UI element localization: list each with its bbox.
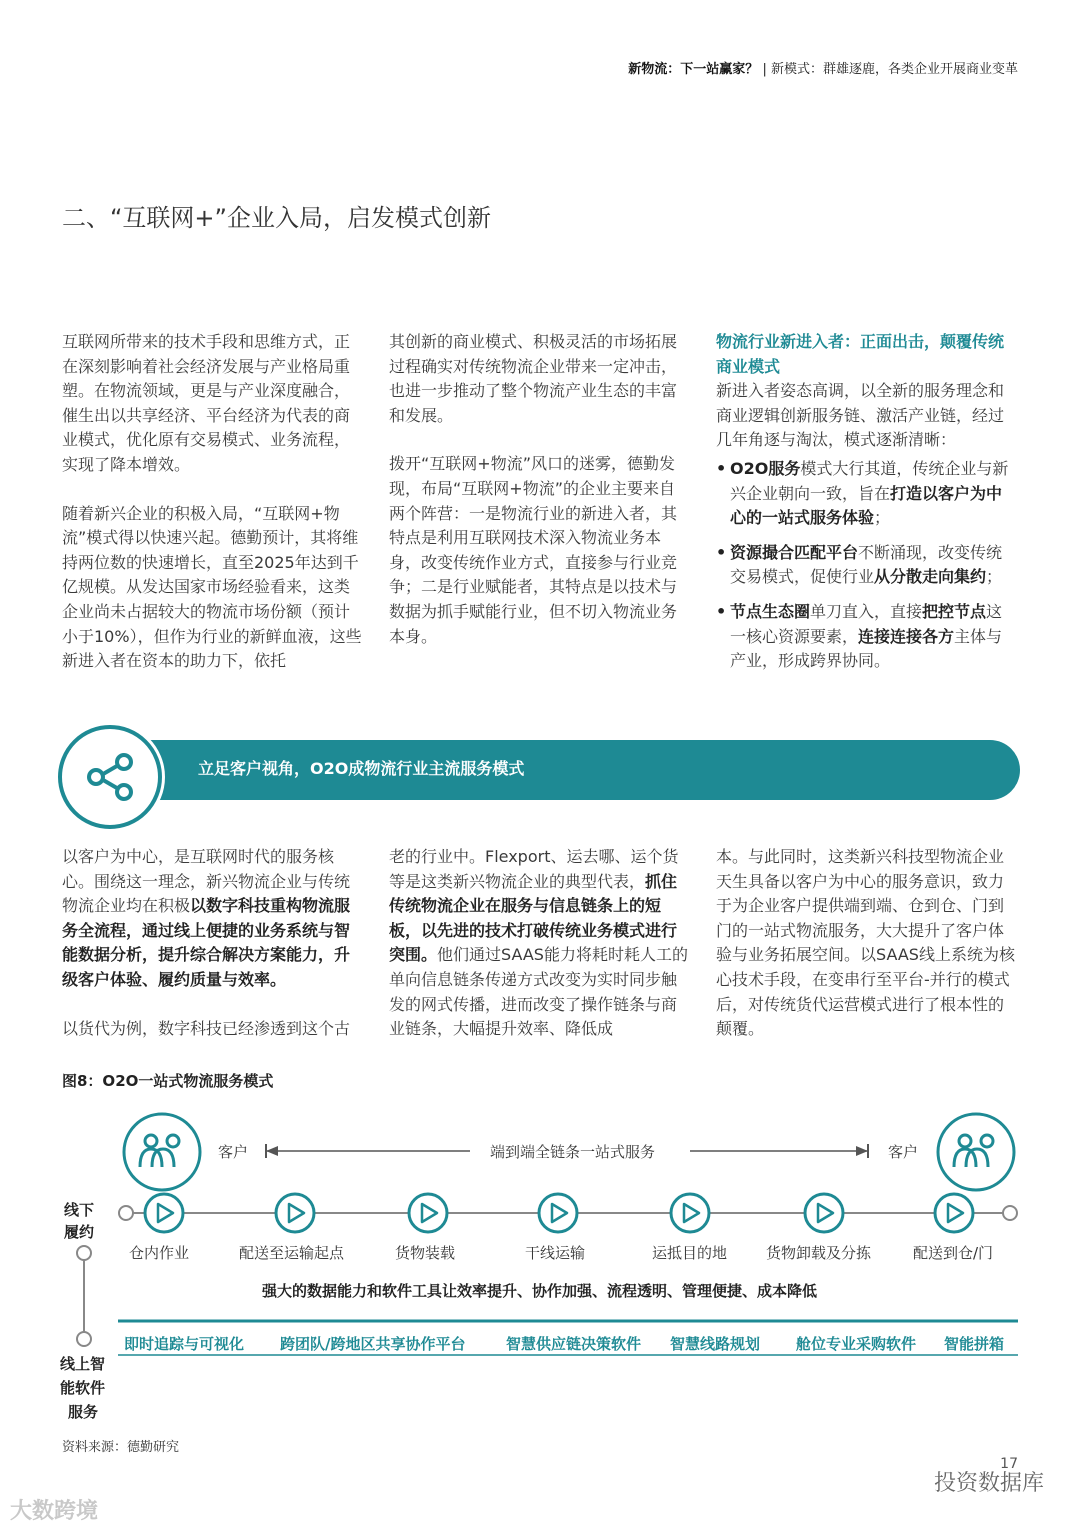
section-title: 二、“互联网+”企业入局，启发模式创新 xyxy=(62,204,491,232)
software-item: 智慧供应链决策软件 xyxy=(506,1335,642,1353)
running-header xyxy=(628,58,1018,77)
watermark-right: 投资数据库 xyxy=(933,1471,1044,1496)
header-title: 新物流：下一站赢家？ xyxy=(628,62,759,77)
text-run: 他们通过SAAS能力将耗时耗人工的单向信息链条传递方式改变为实时同步触发的网式传播，进而改变了操作链条与商业链条，大幅提升效率、降低成 xyxy=(389,945,688,1039)
watermark-left: 大数跨境 xyxy=(10,1499,99,1524)
connector-dot-bottom xyxy=(77,1332,91,1346)
bullet-bold: 打造以客户为中心的一站式服务体验 xyxy=(730,483,1003,528)
play-icon xyxy=(409,1194,447,1232)
online-label-3: 服务 xyxy=(68,1403,99,1421)
play-icon xyxy=(276,1194,314,1232)
bullet-bold: 资源撮合匹配平台 xyxy=(730,542,859,562)
step-label: 配送至运输起点 xyxy=(239,1244,345,1262)
source-note: 资料来源：德勤研究 xyxy=(62,1440,180,1455)
bullet-text: 主体与产业，形成跨界协同。 xyxy=(730,626,1003,671)
span-label: 端到端全链条一站式服务 xyxy=(490,1143,656,1161)
bullet-text: 模式大行其道，传统企业与新兴企业朝向一致，旨在 xyxy=(730,458,1009,503)
paragraph: 其创新的商业模式、积极灵活的市场拓展过程确实对传统物流企业带来一定冲击，也进一步推动了整个物流产业生态的丰富和发展。 xyxy=(389,332,678,425)
capability-statement: 强大的数据能力和软件工具让效率提升、协作加强、流程透明、管理便捷、成本降低 xyxy=(262,1282,818,1300)
customer-icon-left xyxy=(124,1114,200,1190)
text-run: 老的行业中。Flexport、运去哪、运个货等是这类新兴物流企业的典型代表， xyxy=(389,847,679,891)
header-separator: | xyxy=(762,62,767,77)
paragraph: 本。与此同时，这类新兴科技型物流企业天生具备以客户为中心的服务意识，致力于为企业客户提供端到端、仓到仓、门到门的一站式物流服务，大大提升了客户体验与业务拓展空间。以SAAS线上系统为核心技术手段，在变串行至平台-并行的模式后，对传统货代运营模式进行了根本性的颠覆。 xyxy=(716,847,1015,1039)
mid-column-2 xyxy=(389,845,689,1066)
step-label: 货物装载 xyxy=(395,1244,456,1262)
paragraph: 互联网所带来的技术手段和思维方式，正在深刻影响着社会经济发展与产业格局重塑。在物流领域，更是与产业深度融合，催生出以共享经济、平台经济为代表的商业模式，优化原有交易模式、业务流程，实现了降本增效。 xyxy=(62,332,351,474)
bullet-bold: 节点生态圈 xyxy=(730,601,811,621)
play-icon xyxy=(671,1194,709,1232)
customer-label-right: 客户 xyxy=(888,1143,919,1161)
online-label-1: 线上智 xyxy=(60,1355,106,1373)
o2o-diagram xyxy=(0,1095,1080,1435)
sidebar-heading: 物流行业新进入者：正面出击，颠覆传统商业模式 xyxy=(716,332,1005,376)
software-item: 舱位专业采购软件 xyxy=(796,1335,917,1353)
play-icon xyxy=(805,1194,843,1232)
bullet-item xyxy=(716,600,1016,674)
play-icon xyxy=(539,1194,577,1232)
software-item: 跨团队/跨地区共享协作平台 xyxy=(280,1335,466,1353)
bold-run: 抓住传统物流企业在服务与信息链条上的短板，以先进的技术打破传统业务模式进行突围。 xyxy=(389,871,678,965)
bold-run: 以数字科技重构物流服务全流程，通过线上便捷的业务系统与智能数据分析，提升综合解决方案能力，升级客户体验、履约质量与效率。 xyxy=(62,896,351,989)
play-icon xyxy=(935,1194,973,1232)
bullet-list xyxy=(716,457,1016,674)
bullet-text: ； xyxy=(874,508,891,528)
software-item: 智能拼箱 xyxy=(944,1335,1005,1353)
software-item: 智慧线路规划 xyxy=(670,1335,761,1353)
top-column-1 xyxy=(62,330,362,698)
step-label: 配送到仓/门 xyxy=(913,1244,994,1262)
step-label: 货物卸载及分拣 xyxy=(766,1244,872,1262)
step-label: 干线运输 xyxy=(525,1244,586,1262)
play-icon xyxy=(145,1194,183,1232)
connector-dot-top xyxy=(77,1246,91,1260)
process-end-dot xyxy=(1003,1206,1017,1220)
section-banner xyxy=(58,725,1020,821)
bullet-text: ； xyxy=(986,567,1003,587)
bullet-text: 不断涌现，改变传统交易模式，促使行业 xyxy=(730,542,1003,587)
process-start-dot xyxy=(119,1206,133,1220)
bullet-bold: O2O服务 xyxy=(730,458,801,478)
header-subtitle: 新模式：群雄逐鹿，各类企业开展商业变革 xyxy=(770,62,1018,77)
bullet-text: 单刀直入，直接 xyxy=(810,601,923,621)
step-label: 仓内作业 xyxy=(129,1244,190,1262)
paragraph xyxy=(389,845,689,1042)
customer-icon-right xyxy=(938,1114,1014,1190)
top-column-2 xyxy=(389,330,689,673)
step-label: 运抵目的地 xyxy=(652,1244,728,1262)
bullet-bold: 从分散走向集约 xyxy=(874,567,987,587)
bullet-bold: 把控节点 xyxy=(922,601,987,621)
bullet-item xyxy=(716,541,1016,590)
online-label-2: 能软件 xyxy=(60,1379,106,1397)
banner-text: 立足客户视角，O2O成物流行业主流服务模式 xyxy=(198,759,525,778)
share-icon xyxy=(58,725,162,829)
customer-label-left: 客户 xyxy=(218,1143,249,1161)
page-number: 17 xyxy=(1000,1456,1018,1472)
offline-label-1: 线下 xyxy=(64,1201,95,1219)
software-item: 即时追踪与可视化 xyxy=(124,1335,245,1353)
bullet-item xyxy=(716,457,1016,531)
sidebar-intro: 新进入者姿态高调，以全新的服务理念和商业逻辑创新服务链、激活产业链，经过几年角逐与淘汰，模式逐渐清晰： xyxy=(716,381,1005,450)
paragraph: 以货代为例，数字科技已经渗透到这个古 xyxy=(62,1018,351,1038)
top-column-3 xyxy=(716,330,1016,684)
offline-label-2: 履约 xyxy=(64,1223,95,1241)
paragraph xyxy=(62,845,362,993)
figure-title: 图8：O2O一站式物流服务模式 xyxy=(62,1072,274,1090)
paragraph: 随着新兴企业的积极入局，“互联网+物流”模式得以快速兴起。德勤预计，其将维持两位数的快速增长，直至2025年达到千亿规模。从发达国家市场经验看来，这类企业尚未占据较大的物流市场份额（预计小于10%），但作为行业的新鲜血液，这些新进入者在资本的助力下，依托 xyxy=(62,503,362,671)
mid-column-3 xyxy=(716,845,1016,1066)
bullet-text: 这一核心资源要素， xyxy=(730,601,1003,646)
paragraph: 拨开“互联网+物流”风口的迷雾，德勤发现，布局“互联网+物流”的企业主要来自两个阵营：一是物流行业的新进入者，其特点是利用互联网技术深入物流业务本身，改变传统作业方式，直接参与行业竞争；二是行业赋能者，其特点是以技术与数据为抓手赋能行业，但不切入物流业务本身。 xyxy=(389,454,678,646)
text-run: 以客户为中心，是互联网时代的服务核心。围绕这一理念，新兴物流企业与传统物流企业均在积极 xyxy=(62,847,351,916)
bullet-bold: 连接连接各方 xyxy=(858,626,955,646)
mid-column-1 xyxy=(62,845,362,1065)
